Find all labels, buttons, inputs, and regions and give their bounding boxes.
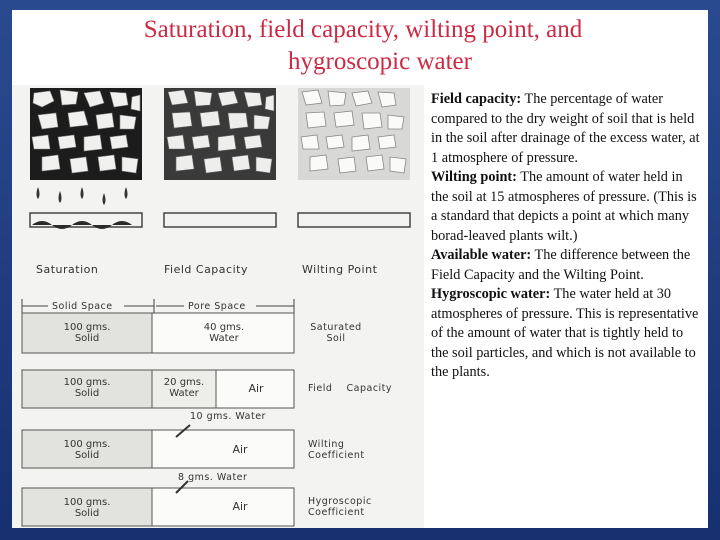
wilting-point-label: Wilting Point [302,263,378,276]
title-line-1: Saturation, field capacity, wilting point, and [143,16,583,43]
wilting-point-definition: Wilting point: The amount of water held in the soil at 15 atmospheres of pressure. (This is a standard that depicts a point at which many borad-leaved plants wilt.) [431,169,697,244]
wilting-point-soil-block [298,88,410,227]
field-capacity-definition: Field capacity: The percentage of water compared to the dry weight of soil that is held in the soil after drainage of the excess water, at 1 atmosphere of pressure. [431,91,700,166]
pore-space-header: Pore Space [188,301,246,312]
solid-space-header: Solid Space [52,301,113,312]
soil-water-figure [12,85,424,528]
slide-title [12,14,708,78]
row4-air-text: Air [232,500,248,513]
wilting-point-term: Wilting point: [431,169,517,185]
title-line-2: hygroscopic water [288,48,472,75]
row1-solid-text: 100 gms. Solid [63,322,111,344]
definitions-text [431,90,701,383]
row3-air-text: Air [232,443,248,456]
row4-solid-text: 100 gms. Solid [63,497,111,519]
field-capacity-label: Field Capacity [164,263,248,276]
row4-callout: 8 gms. Water [178,472,248,483]
row3-callout: 10 gms. Water [190,411,266,422]
hygroscopic-water-term: Hygroscopic water: [431,286,551,302]
row2-air-text: Air [248,382,264,395]
row1-label: Saturated Soil [310,322,362,344]
field-capacity-term: Field capacity: [431,91,522,107]
saturation-soil-block [30,88,142,229]
row2-solid-text: 100 gms. Solid [63,377,111,399]
saturation-label: Saturation [36,263,99,276]
row3-solid-text: 100 gms. Solid [63,439,111,461]
row2-water-text: 20 gms. Water [163,377,205,399]
slide [12,10,708,528]
row3-label: Wilting Coefficient [308,439,365,461]
available-water-definition: Available water: The difference between the Field Capacity and the Wilting Point. [431,247,691,283]
row2-label: Field Capacity [308,383,393,394]
row4-label: Hygroscopic Coefficient [308,496,372,518]
hygroscopic-water-definition: Hygroscopic water: The water held at 30 atmospheres of pressure. This is representative of the amount of water that is tightly held to the soil particles, and which is not available to the plants. [431,286,699,380]
row1-water-text: 40 gms. Water [203,322,245,344]
field-capacity-soil-block [164,88,276,227]
available-water-term: Available water: [431,247,532,263]
